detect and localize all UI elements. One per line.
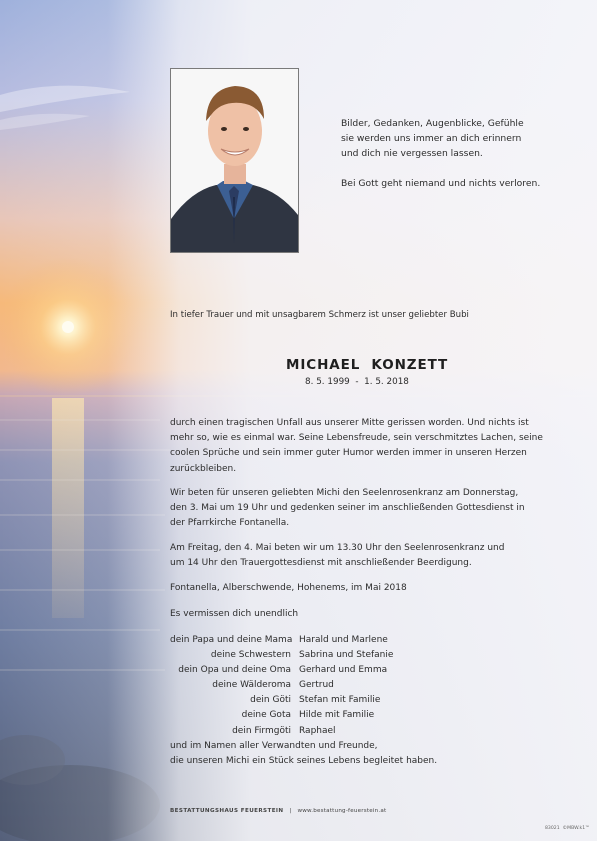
poem-line: und dich nie vergessen lassen. [341,148,483,159]
text-line: Fontanella, Alberschwende, Hohenems, im Mai 2018 [170,583,407,593]
mourner-names: Sabrina und Stefanie [299,650,394,661]
mourner-names: Stefan mit Familie [299,695,381,706]
deceased-name: MICHAEL KONZETT [286,357,449,373]
portrait-photo [170,68,299,253]
mourner-row [170,663,500,678]
text-line: mehr so, wie es einmal war. Seine Lebensfreude, sein verschmitztes Lachen, seine [170,433,543,444]
closing-lines [170,739,500,769]
place-and-date [170,581,550,596]
text-line: coolen Sprüche und sein immer guter Humor werden immer in unseren Herzen [170,448,527,459]
mourner-row [170,648,500,663]
paragraph-rosary [170,486,550,532]
mourner-row [170,678,500,693]
mourner-names: Raphael [299,725,336,736]
closing-line: und im Namen aller Verwandten und Freunde, [170,740,378,751]
intro-sentence: In tiefer Trauer und mit unsagbarem Schmerz ist unser geliebter Bubi [170,310,469,320]
mourner-relation: deine Schwestern [210,650,291,661]
text-line: Wir beten für unseren geliebten Michi den Seelenrosenkranz am Donnerstag, [170,488,519,498]
text-line: um 14 Uhr den Trauergottesdienst mit anschließender Beerdigung. [170,558,472,569]
text-line: Am Freitag, den 4. Mai beten wir um 13.30 Uhr den Seelenrosenkranz und [170,543,505,553]
mourner-relation: deine Wälderoma [212,680,291,691]
mourner-relation: dein Firmgöti [232,725,291,736]
mourner-relation: deine Gota [241,710,291,721]
text-line: den 3. Mai um 19 Uhr und gedenken seiner im anschließenden Gottesdienst in [170,503,525,514]
mourner-relation: dein Papa und deine Mama [170,635,293,645]
funeral-home-url: www.bestattung-feuerstein.at [297,808,387,814]
mourner-row [170,708,500,723]
mourners-list [170,633,500,769]
mourner-relation: dein Göti [250,695,291,706]
paragraph-accident [170,416,550,477]
mourner-row [170,693,500,708]
miss-you-line [170,607,550,622]
text-line: zurückbleiben. [170,463,237,474]
memorial-poem [341,116,581,191]
poem-line [341,161,581,176]
mourner-row [170,633,500,648]
mourner-names: Gerhard und Emma [299,665,388,676]
funeral-home-name: BESTATTUNGSHAUS FEUERSTEIN [170,808,284,814]
poem-line: Bilder, Gedanken, Augenblicke, Gefühle [341,118,524,129]
closing-line: die unseren Michi ein Stück seines Lebens begleitet haben. [170,755,438,766]
footer-separator: | [289,808,292,814]
mourner-names: Gertrud [299,680,334,691]
text-line: durch einen tragischen Unfall aus unserer Mitte gerissen worden. Und nichts ist [170,418,529,428]
poem-line: Bei Gott geht niemand und nichts verloren. [341,178,541,189]
print-code: 83021 ©MBW.k1™ [545,826,590,831]
mourner-names: Harald und Marlene [299,635,388,645]
life-dates: 8. 5. 1999 - 1. 5. 2018 [305,377,409,387]
mourner-names: Hilde mit Familie [299,710,375,721]
text-line: Es vermissen dich unendlich [170,609,299,619]
mourner-relation: dein Opa und deine Oma [178,665,291,676]
funeral-home-footer [170,808,386,814]
poem-line: sie werden uns immer an dich erinnern [341,133,522,144]
mourner-row [170,724,500,739]
paragraph-funeral [170,541,550,571]
text-line: der Pfarrkirche Fontanella. [170,518,290,529]
